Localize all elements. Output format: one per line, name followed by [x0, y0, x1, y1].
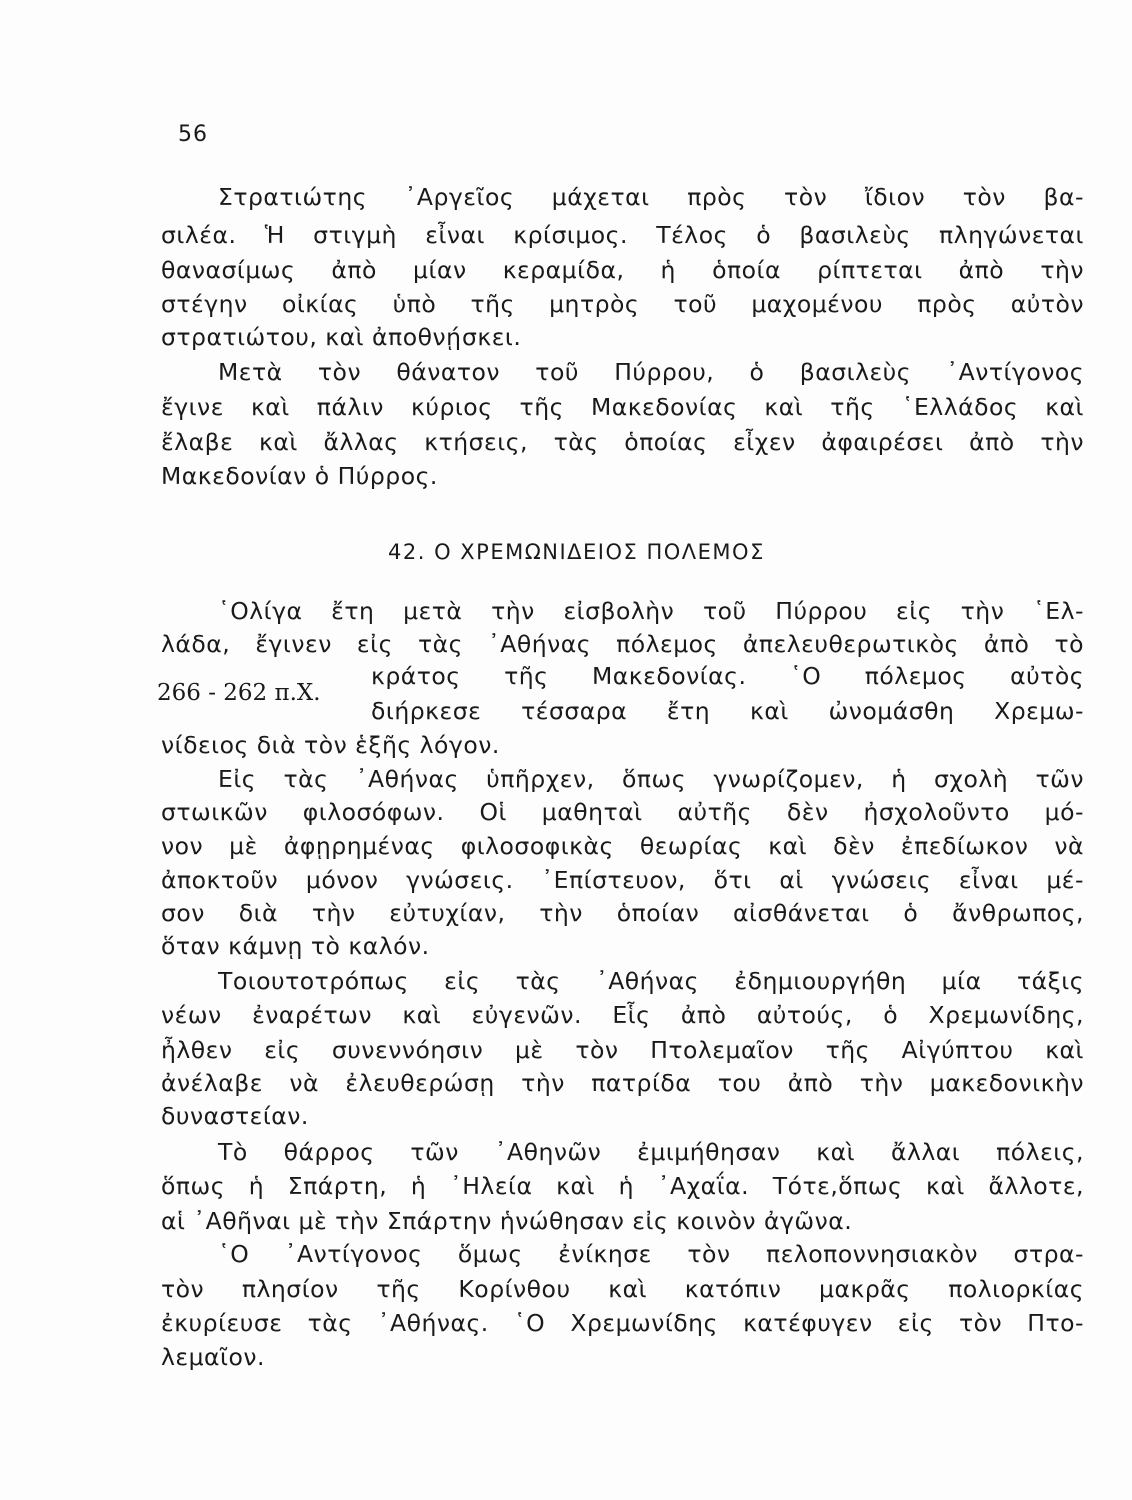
text-line: νίδειος διὰ τὸν ἑξῆς λόγον.: [161, 731, 500, 759]
text-line: ἀποκτοῦν μόνον γνώσεις. ᾿Επίστευον, ὅτι αἱ γνώσεις εἶναι μέ-: [161, 866, 1084, 894]
text-line: σον διὰ τὴν εὐτυχίαν, τὴν ὁποίαν αἰσθάνεται ὁ ἄνθρωπος,: [161, 899, 1084, 927]
section-heading: 42. Ο ΧΡΕΜΩΝΙΔΕΙΟΣ ΠΟΛΕΜΟΣ: [388, 540, 765, 564]
text-line: θανασίμως ἀπὸ μίαν κεραμίδα, ἡ ὁποία ρίπτεται ἀπὸ τὴν: [161, 256, 1084, 284]
text-line: δυναστείαν.: [161, 1102, 309, 1130]
text-line: Στρατιώτης ᾿Αργεῖος μάχεται πρὸς τὸν ἴδιον τὸν βα-: [218, 183, 1084, 211]
text-line: Τὸ θάρρος τῶν ᾿Αθηνῶν ἐμιμήθησαν καὶ ἄλλαι πόλεις,: [218, 1138, 1084, 1166]
text-line: ἀνέλαβε νὰ ἐλευθερώσῃ τὴν πατρίδα του ἀπὸ τὴν μακεδονικὴν: [161, 1069, 1084, 1097]
text-line: ῾Ο ᾿Αντίγονος ὅμως ἐνίκησε τὸν πελοποννησιακὸν στρα-: [218, 1240, 1084, 1268]
text-line: στωικῶν φιλοσόφων. Οἱ μαθηταὶ αὐτῆς δὲν ἠσχολοῦντο μό-: [161, 798, 1084, 826]
text-line: ῾Ολίγα ἔτη μετὰ τὴν εἰσβολὴν τοῦ Πύρρου εἰς τὴν ῾Ελ-: [218, 597, 1084, 625]
text-line: ἦλθεν εἰς συνεννόησιν μὲ τὸν Πτολεμαῖον τῆς Αἰγύπτου καὶ: [161, 1036, 1084, 1064]
text-line: κράτος τῆς Μακεδονίας. ῾Ο πόλεμος αὐτὸς: [371, 662, 1084, 690]
text-line: λάδα, ἔγινεν εἰς τὰς ᾿Αθήνας πόλεμος ἀπελευθερωτικὸς ἀπὸ τὸ: [161, 630, 1084, 658]
text-line: ἔλαβε καὶ ἄλλας κτήσεις, τὰς ὁποίας εἶχεν ἀφαιρέσει ἀπὸ τὴν: [161, 428, 1084, 456]
text-line: στρατιώτου, καὶ ἀποθνῄσκει.: [161, 323, 522, 351]
text-line: τὸν πλησίον τῆς Κορίνθου καὶ κατόπιν μακρᾶς πολιορκίας: [161, 1275, 1084, 1303]
text-line: διήρκεσε τέσσαρα ἔτη καὶ ὠνομάσθη Χρεμω-: [371, 697, 1084, 725]
text-line: Μετὰ τὸν θάνατον τοῦ Πύρρου, ὁ βασιλεὺς ᾿Αντίγονος: [218, 358, 1084, 386]
text-line: σιλέα. Ἡ στιγμὴ εἶναι κρίσιμος. Τέλος ὁ βασιλεὺς πληγώνεται: [161, 221, 1084, 249]
margin-date-note: 266 - 262 π.Χ.: [157, 680, 321, 706]
text-line: αἱ ᾿Αθῆναι μὲ τὴν Σπάρτην ἡνώθησαν εἰς κοινὸν ἀγῶνα.: [161, 1207, 853, 1235]
text-line: Εἰς τὰς ᾿Αθήνας ὑπῆρχεν, ὅπως γνωρίζομεν, ἡ σχολὴ τῶν: [218, 765, 1084, 793]
page-number: 56: [178, 122, 208, 147]
text-line: στέγην οἰκίας ὑπὸ τῆς μητρὸς τοῦ μαχομένου πρὸς αὐτὸν: [161, 290, 1084, 318]
text-line: λεμαῖον.: [161, 1343, 265, 1371]
text-line: ἐκυρίευσε τὰς ᾿Αθήνας. ῾Ο Χρεμωνίδης κατέφυγεν εἰς τὸν Πτο-: [161, 1309, 1084, 1337]
text-line: νέων ἐναρέτων καὶ εὐγενῶν. Εἷς ἀπὸ αὐτούς, ὁ Χρεμωνίδης,: [161, 1001, 1084, 1029]
text-line: ἔγινε καὶ πάλιν κύριος τῆς Μακεδονίας καὶ τῆς ῾Ελλάδος καὶ: [161, 393, 1084, 421]
text-line: Τοιουτοτρόπως εἰς τὰς ᾿Αθήνας ἐδημιουργήθη μία τάξις: [218, 967, 1084, 995]
text-line: νον μὲ ἀφῃρημένας φιλοσοφικὰς θεωρίας καὶ δὲν ἐπεδίωκον νὰ: [161, 832, 1084, 860]
text-line: ὅπως ἡ Σπάρτη, ἡ ᾿Ηλεία καὶ ἡ ᾿Αχαΐα. Τότε,ὅπως καὶ ἄλλοτε,: [161, 1172, 1084, 1200]
text-line: ὅταν κάμνῃ τὸ καλόν.: [161, 932, 430, 960]
text-line: Μακεδονίαν ὁ Πύρρος.: [161, 462, 438, 490]
